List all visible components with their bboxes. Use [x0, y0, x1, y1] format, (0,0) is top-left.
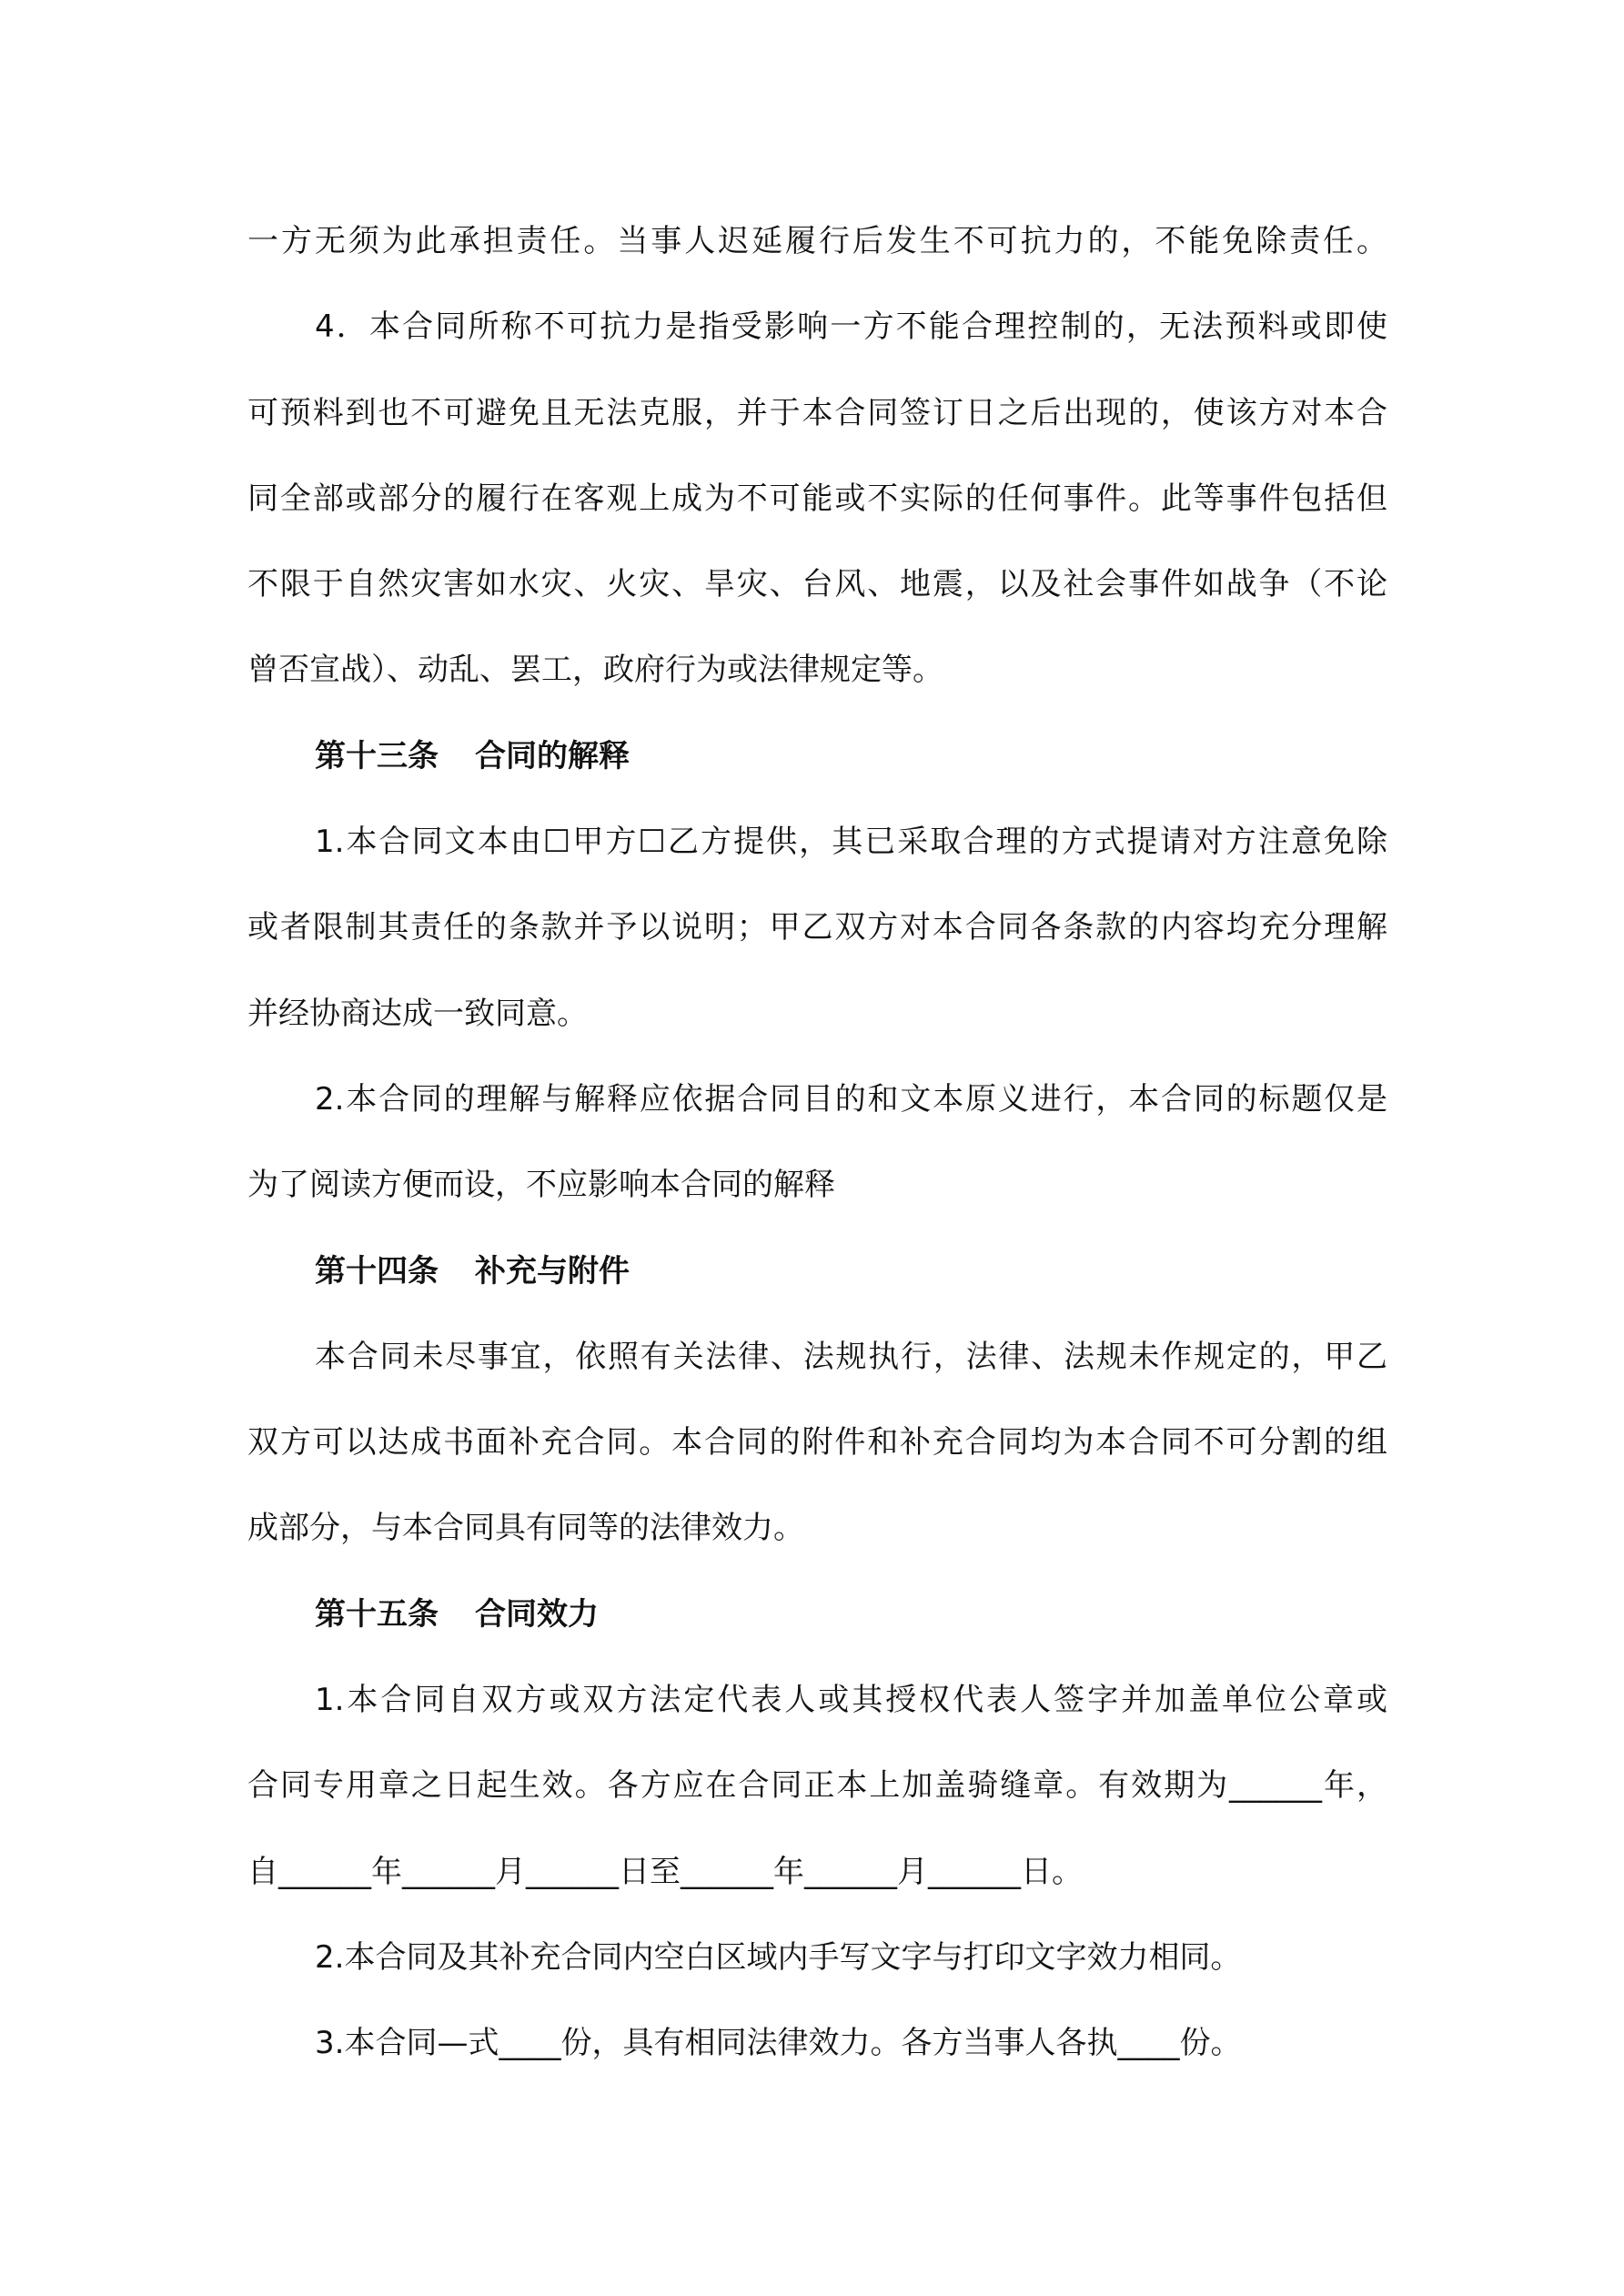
- paragraph-line: 3.本合同—式____份，具有相同法律效力。各方当事人各执____份。: [315, 2025, 1242, 2062]
- paragraph-line: 并经协商达成一致同意。: [247, 995, 588, 1032]
- section-title: 合同的解释: [475, 737, 630, 774]
- paragraph-line: 可预料到也不可避免且无法克服，并于本合同签订日之后出现的，使该方对本合: [247, 394, 1387, 431]
- paragraph-line: 自______年______月______日至______年______月______日。: [247, 1853, 1083, 1890]
- paragraph-line: 4．本合同所称不可抗力是指受影响一方不能合理控制的，无法预料或即使: [315, 308, 1387, 346]
- paragraph-line: 合同专用章之日起生效。各方应在合同正本上加盖骑缝章。有效期为______年，: [247, 1767, 1387, 1805]
- paragraph-line: 或者限制其责任的条款并予以说明；甲乙双方对本合同各条款的内容均充分理解: [247, 909, 1387, 946]
- paragraph-line: 2.本合同的理解与解释应依据合同目的和文本原义进行，本合同的标题仅是: [315, 1080, 1387, 1118]
- section-heading-13: [247, 713, 1387, 799]
- section-number: 第十五条: [315, 1595, 439, 1633]
- paragraph-line: 成部分，与本合同具有同等的法律效力。: [247, 1510, 804, 1547]
- paragraph-line: 本合同未尽事宜，依照有关法律、法规执行，法律、法规未作规定的，甲乙: [315, 1338, 1387, 1375]
- paragraph-line: 为了阅读方便而设，不应影响本合同的解释: [247, 1167, 835, 1204]
- paragraph-line: 1.本合同文本由☐甲方☐乙方提供，其已采取合理的方式提请对方注意免除: [315, 824, 1387, 861]
- paragraph-line: 曾否宣战）、动乱、罢工，政府行为或法律规定等。: [247, 652, 943, 689]
- section-title: 补充与附件: [475, 1252, 630, 1290]
- section-number: 第十三条: [315, 737, 439, 774]
- paragraph-line: 2.本合同及其补充合同内空白区域内手写文字与打印文字效力相同。: [315, 1938, 1242, 1976]
- paragraph-line: 不限于自然灾害如水灾、火灾、旱灾、台风、地震，以及社会事件如战争（不论: [247, 566, 1387, 603]
- paragraph-line: 同全部或部分的履行在客观上成为不可能或不实际的任何事件。此等事件包括但: [247, 480, 1387, 517]
- section-number: 第十四条: [315, 1252, 439, 1290]
- section-title: 合同效力: [475, 1595, 599, 1633]
- section-heading-14: [247, 1229, 1387, 1314]
- contract-page: [247, 198, 1387, 2087]
- paragraph-line: 1.本合同自双方或双方法定代表人或其授权代表人签字并加盖单位公章或: [315, 1682, 1387, 1719]
- paragraph-line: 双方可以达成书面补充合同。本合同的附件和补充合同均为本合同不可分割的组: [247, 1424, 1387, 1462]
- paragraph-line: 一方无须为此承担责任。当事人迟延履行后发生不可抗力的，不能免除责任。: [247, 223, 1387, 259]
- section-heading-15: [247, 1572, 1387, 1657]
